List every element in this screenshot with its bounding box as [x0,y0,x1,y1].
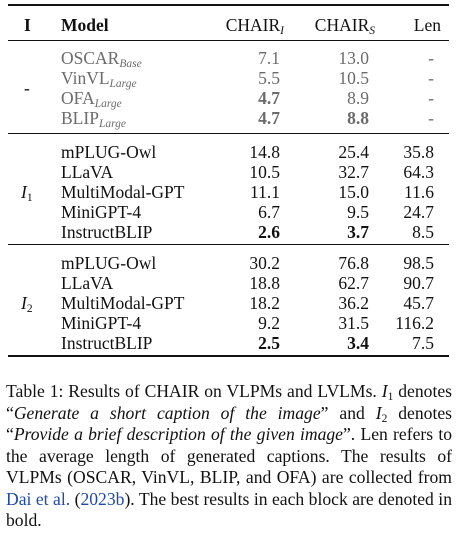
table-cell-len: - [428,48,434,68]
group-label-sub: 2 [26,303,33,316]
table-cell-chair-s: 3.7 [347,222,369,243]
table-cell-chair-s: 8.9 [347,88,369,109]
table-cell-len: 98.5 [403,253,434,273]
table-cell-chair-s: 36.2 [338,293,369,314]
caption-symbol-i2-sub: 2 [381,412,388,425]
table-row-model: $BLIP_{Large}$ [61,108,126,131]
caption-symbol-i1: I [381,381,388,401]
group-label: - [24,78,30,99]
model-variant-sub: Large [94,98,122,111]
table-cell-chair-s: 8.8 [347,108,369,129]
caption-text-5: ”. Len refers to the average length of generated captions. The results of VLPMs (OSCAR, VinVL, BLIP, and OFA) are collected from [6,424,453,487]
table-cell-chair-i: 4.7 [258,108,280,129]
header-chair-s: $CHAIR_S$ [314,15,375,37]
caption-text-2: denotes “ [6,381,452,423]
table-cell-chair-s: 3.4 [347,333,369,354]
table-cell-len: 64.3 [403,162,434,183]
header-len: Len [413,15,441,35]
table-cell-chair-s: 10.5 [338,68,369,89]
header-rule [8,40,449,41]
caption-text-3: ” and [320,402,376,423]
table-cell-len: - [428,108,434,129]
table-cell-chair-s: 62.7 [338,273,369,294]
table-row-model: MiniGPT-4 [61,202,142,223]
table-cell-chair-i: 18.8 [249,273,280,294]
model-variant-sub: Large [98,118,126,131]
table-cell-len: 90.7 [403,273,434,294]
table-cell-chair-i: 7.1 [258,48,280,68]
model-variant-sub: Large [109,78,137,91]
table-row-model: LLaVA [61,162,114,183]
header-chair-i: $CHAIR_I$ [225,15,284,37]
citation-link[interactable]: Dai et al. [6,488,71,509]
top-rule [8,4,449,6]
group-label-sub: 1 [26,192,33,205]
table-row-model: MultiModal-GPT [61,182,185,203]
table-cell-chair-i: 10.5 [249,162,280,183]
table-row-model: InstructBLIP [61,333,153,354]
table-cell-len: 11.6 [404,182,434,203]
header-group: I [24,15,31,35]
table-row-model: MiniGPT-4 [61,313,142,334]
table-cell-chair-s: 9.5 [347,202,369,223]
table-caption [6,381,452,532]
table-cell-chair-i: 30.2 [249,253,280,273]
table-row-model: InstructBLIP [61,222,153,243]
table-row-model: $OFA_{Large}$ [61,88,122,111]
group-rule [8,244,449,245]
table-row-model: LLaVA [61,273,114,294]
table-cell-len: 7.5 [412,333,434,354]
table-cell-len: 24.7 [403,202,434,223]
table-cell-chair-s: 13.0 [338,48,369,68]
caption-prompt-1: Generate a short caption of the image [13,402,321,423]
table-cell-chair-i: 5.5 [258,68,280,89]
citation-year-link[interactable]: 2023b [80,488,125,509]
group-rule [8,133,449,134]
table-row-model: mPLUG-Owl [61,253,157,273]
table-cell-chair-s: 31.5 [338,313,369,334]
table-cell-len: - [428,68,434,89]
caption-text-4: denotes “ [6,402,452,444]
group-label: $I_1$ [21,182,33,205]
table-cell-len: 35.8 [403,142,434,162]
table-cell-chair-s: 25.4 [338,142,369,162]
table-row-model: VinVL$_{Large}$ [61,68,137,91]
table-cell-chair-i: 14.8 [249,142,280,162]
table-cell-chair-i: 4.7 [258,88,280,109]
table-cell-len: 45.7 [403,293,434,314]
caption-prompt-2: Provide a brief description of the given image [13,424,343,444]
table-cell-chair-i: 9.2 [258,313,280,334]
group-label: $I_2$ [21,293,33,316]
header-model: Model [61,15,109,35]
table-row-model: mPLUG-Owl [61,142,157,162]
table-row-model: MultiModal-GPT [61,293,185,314]
table-cell-chair-s: 76.8 [338,253,369,273]
table-cell-len: - [428,88,434,109]
table-cell-len: 116.2 [395,313,434,334]
table-cell-chair-s: 15.0 [338,182,369,203]
table-cell-chair-i: 6.7 [258,202,280,223]
table-cell-len: 8.5 [412,222,434,243]
header-chair-i-sub: I [280,25,284,37]
caption-symbol-i2: I [375,402,382,423]
table-row-model: $OSCAR_{Base}$ [61,48,142,70]
table-cell-chair-i: 18.2 [249,293,280,314]
table-cell-chair-i: 11.1 [250,182,280,203]
caption-text-7: ). The best results in each block are denoted in bold. [6,488,452,530]
table-cell-chair-s: 32.7 [338,162,369,183]
model-variant-sub: Base [119,58,142,70]
bottom-rule [8,355,449,357]
table-cell-chair-i: 2.5 [258,333,280,354]
header-chair-s-sub: S [369,25,375,37]
table-cell-chair-i: 2.6 [258,222,280,243]
caption-text-1: Table 1: Results of CHAIR on VLPMs and LVLMs. [6,381,382,401]
caption-symbol-i1-sub: 1 [387,391,394,403]
caption-text-6: ( [70,488,81,509]
